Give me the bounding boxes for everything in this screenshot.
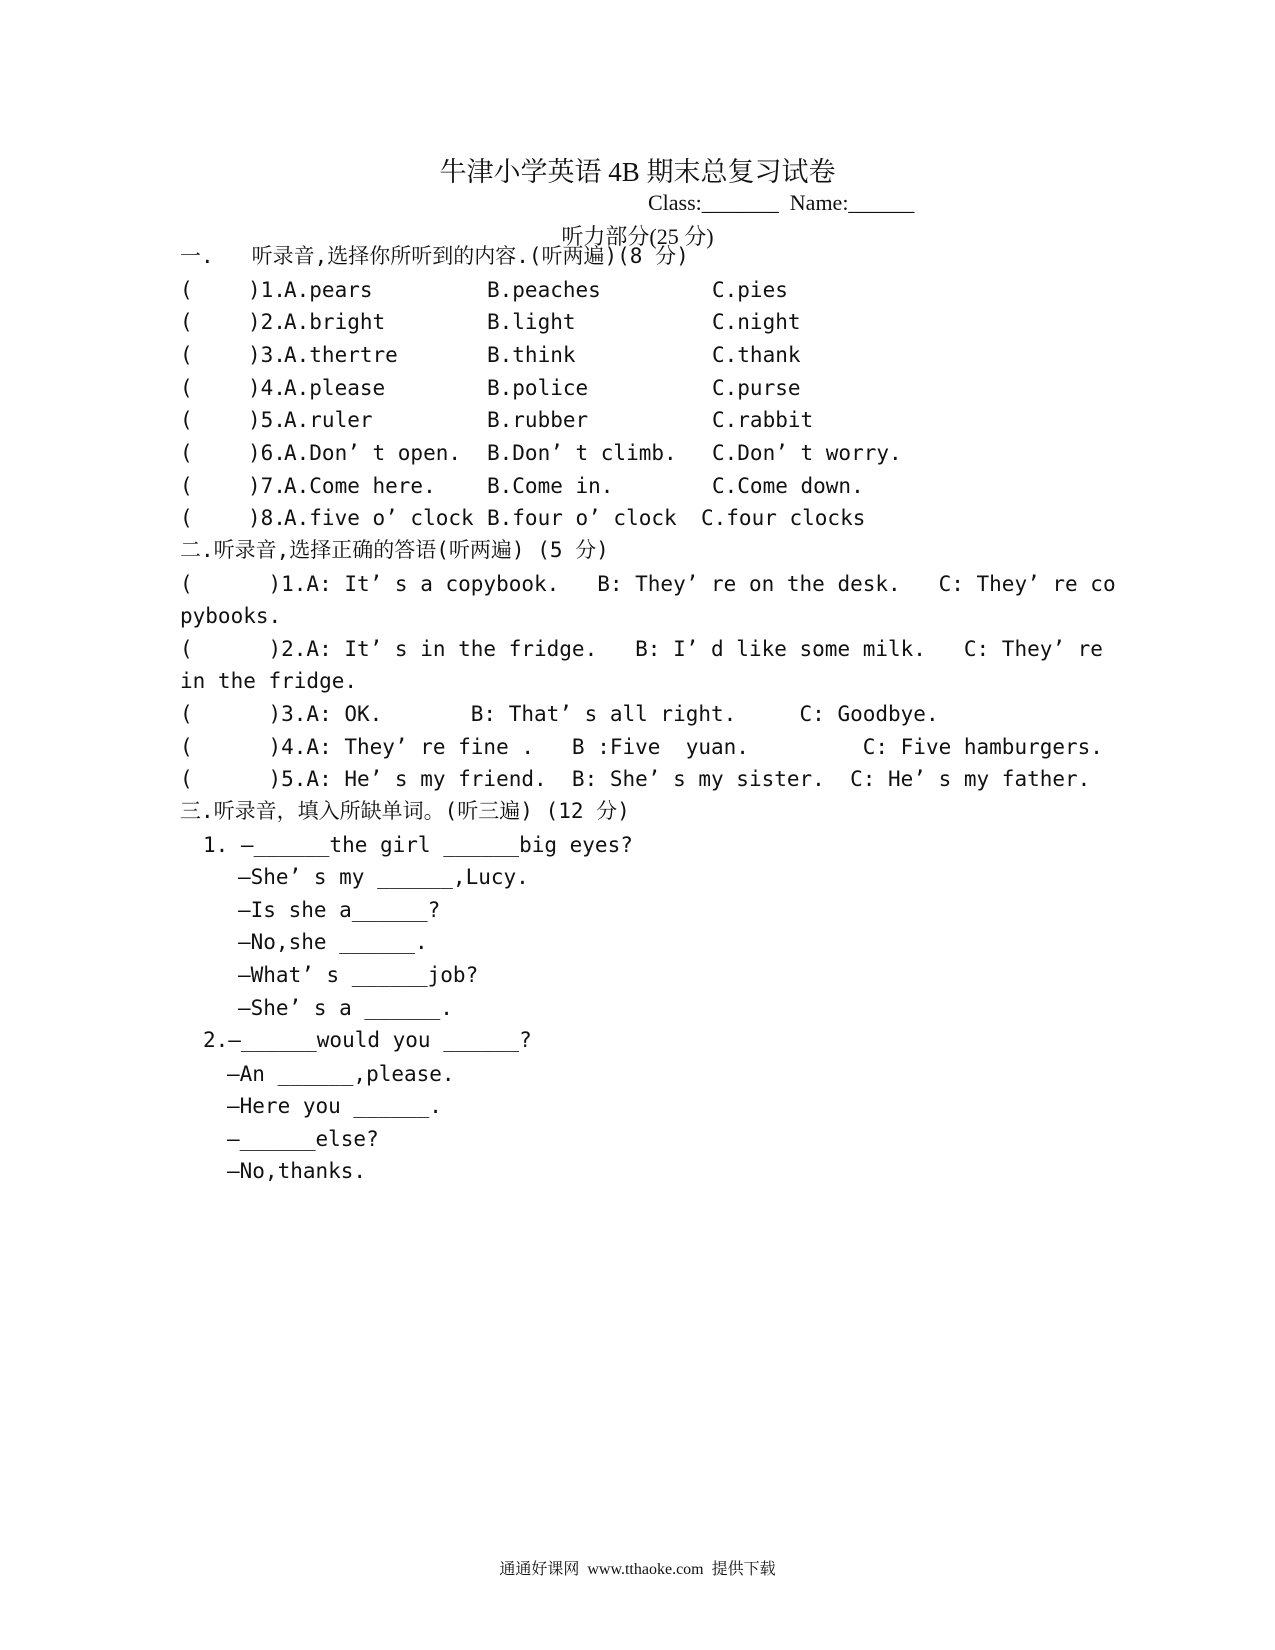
- option-b: B.Don’ t climb.: [487, 441, 677, 465]
- answer-bracket: (: [180, 408, 193, 432]
- option-a: A.bright: [284, 310, 386, 334]
- dialogue-line: 1. —______the girl ______big eyes?: [203, 833, 633, 857]
- section2-heading: 二.听录音,选择正确的答语(听两遍) (5 分): [180, 538, 609, 562]
- question-line: ( )4.A: They’ re fine . B :Five yuan. C: Five hamburgers.: [180, 735, 1103, 759]
- answer-bracket: (: [180, 310, 193, 334]
- answer-bracket: (: [180, 278, 193, 302]
- option-b: B.Come in.: [487, 474, 614, 498]
- question-line: in the fridge.: [180, 669, 358, 693]
- question-line: ( )1.A: It’ s a copybook. B: They’ re on the desk. C: They’ re co: [180, 572, 1116, 596]
- section1-heading: 一. 听录音,选择你所听到的内容.(听两遍)(8 分): [180, 244, 689, 268]
- option-c: C.night: [712, 310, 801, 334]
- dialogue-line: —No,she ______.: [238, 930, 428, 954]
- class-name-line: Class:_______ Name:______: [648, 190, 915, 215]
- answer-bracket: (: [180, 474, 193, 498]
- option-c: C.pies: [712, 278, 788, 302]
- answer-bracket: (: [180, 441, 193, 465]
- dialogue-line: 2.—______would you ______?: [203, 1028, 532, 1052]
- item-number: )5.: [248, 408, 286, 432]
- option-a: A.please: [284, 376, 386, 400]
- listening-section-header: 听力部分(25 分): [561, 224, 714, 249]
- item-number: )8.: [248, 506, 286, 530]
- dialogue-line: —______else?: [227, 1127, 379, 1151]
- option-c: C.four clocks: [701, 506, 866, 530]
- page-title: 牛津小学英语 4B 期末总复习试卷: [439, 157, 836, 187]
- question-line: ( )2.A: It’ s in the fridge. B: I’ d like some milk. C: They’ re: [180, 637, 1103, 661]
- option-c: C.Come down.: [712, 474, 864, 498]
- dialogue-line: —She’ s a ______.: [238, 996, 453, 1020]
- option-a: A.five o’ clock: [284, 506, 474, 530]
- option-a: A.Come here.: [284, 474, 436, 498]
- answer-bracket: (: [180, 343, 193, 367]
- section3-heading: 三.听录音，填入所缺单词。(听三遍) (12 分): [180, 799, 630, 823]
- question-line: ( )5.A: He’ s my friend. B: She’ s my sister. C: He’ s my father.: [180, 767, 1091, 791]
- item-number: )4.: [248, 376, 286, 400]
- option-c: C.rabbit: [712, 408, 814, 432]
- item-number: )7.: [248, 474, 286, 498]
- footer-source: 通通好课网 www.tthaoke.com 提供下载: [499, 1561, 776, 1578]
- option-c: C.Don’ t worry.: [712, 441, 902, 465]
- dialogue-line: —Here you ______.: [227, 1094, 442, 1118]
- option-b: B.light: [487, 310, 576, 334]
- option-b: B.four o’ clock: [487, 506, 677, 530]
- dialogue-line: —What’ s ______job?: [238, 963, 479, 987]
- dialogue-line: —No,thanks.: [227, 1159, 367, 1183]
- dialogue-line: —She’ s my ______,Lucy.: [238, 865, 529, 889]
- option-a: A.ruler: [284, 408, 373, 432]
- question-line: pybooks.: [180, 604, 282, 628]
- answer-bracket: (: [180, 506, 193, 530]
- option-b: B.peaches: [487, 278, 601, 302]
- option-c: C.purse: [712, 376, 801, 400]
- option-c: C.thank: [712, 343, 801, 367]
- option-b: B.police: [487, 376, 589, 400]
- option-a: A.Don’ t open.: [284, 441, 462, 465]
- option-b: B.think: [487, 343, 576, 367]
- dialogue-line: —An ______,please.: [227, 1062, 455, 1086]
- dialogue-line: —Is she a______?: [238, 898, 441, 922]
- item-number: )3.: [248, 343, 286, 367]
- item-number: )1.: [248, 278, 286, 302]
- question-line: ( )3.A: OK. B: That’ s all right. C: Goodbye.: [180, 702, 939, 726]
- item-number: )2.: [248, 310, 286, 334]
- option-a: A.thertre: [284, 343, 398, 367]
- option-b: B.rubber: [487, 408, 589, 432]
- answer-bracket: (: [180, 376, 193, 400]
- item-number: )6.: [248, 441, 286, 465]
- option-a: A.pears: [284, 278, 373, 302]
